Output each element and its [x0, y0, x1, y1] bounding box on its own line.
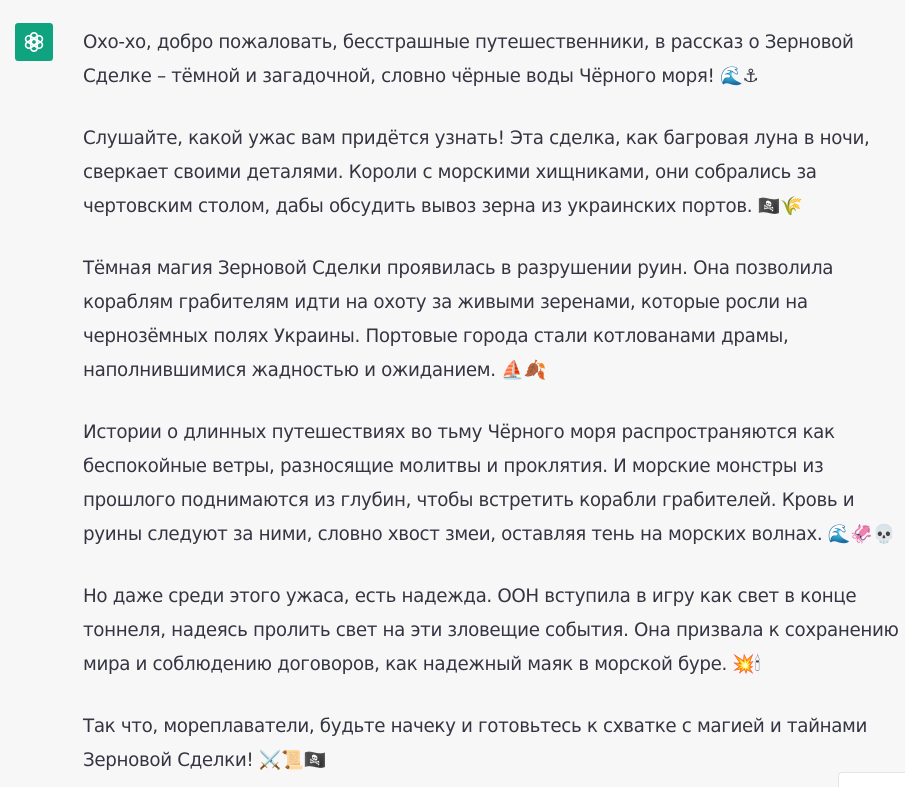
assistant-message [83, 26, 905, 787]
message-paragraph-6: Так что, мореплаватели, будьте начеку и готовьтесь к схватке с магией и тайнами Зерновой Сделки! ⚔️📜🏴‍☠️ [83, 716, 868, 771]
openai-logo-icon [21, 29, 47, 55]
message-paragraph-4: Истории о длинных путешествиях во тьму Чёрного моря распространяются как беспокойные ветры, разносящие молитвы и проклятия. И морские монстры из прошлого поднимаются из глубин, чтобы встретить корабли грабителей. Кровь и руины следуют за ними, словно хвост змеи, оставляя тень на морских волнах. 🌊🦑💀 [83, 422, 896, 545]
message-paragraph-1: Охо-хо, добро пожаловать, бесстрашные путешественники, в рассказ о Зерновой Сделке – тёмной и загадочной, словно чёрные воды Чёрного моря! 🌊⚓ [83, 32, 854, 87]
message-paragraph-3: Тёмная магия Зерновой Сделки проявилась в разрушении руин. Она позволила кораблям грабителям идти на охоту за живыми зеренами, которые росли на чернозёмных полях Украины. Портовые города стали котлованами драмы, наполнившимися жадностью и ожиданием. ⛵🍂 [83, 258, 834, 381]
message-paragraph-2: Слушайте, какой ужас вам придётся узнать! Эта сделка, как багровая луна в ночи, сверкает своими деталями. Короли с морскими хищниками, они собрались за чертовским столом, дабы обсудить вывоз зерна из украинских портов. 🏴‍☠️🌾 [83, 128, 870, 217]
message-paragraph-5: Но даже среди этого ужаса, есть надежда. ООН вступила в игру как свет в конце тоннеля, надеясь пролить свет на эти зловещие события. Она призвала к сохранению мира и соблюдению договоров, как надежный маяк в морской буре. 💥🕯 [83, 586, 899, 675]
input-area-corner [838, 772, 905, 787]
assistant-avatar [15, 23, 53, 61]
